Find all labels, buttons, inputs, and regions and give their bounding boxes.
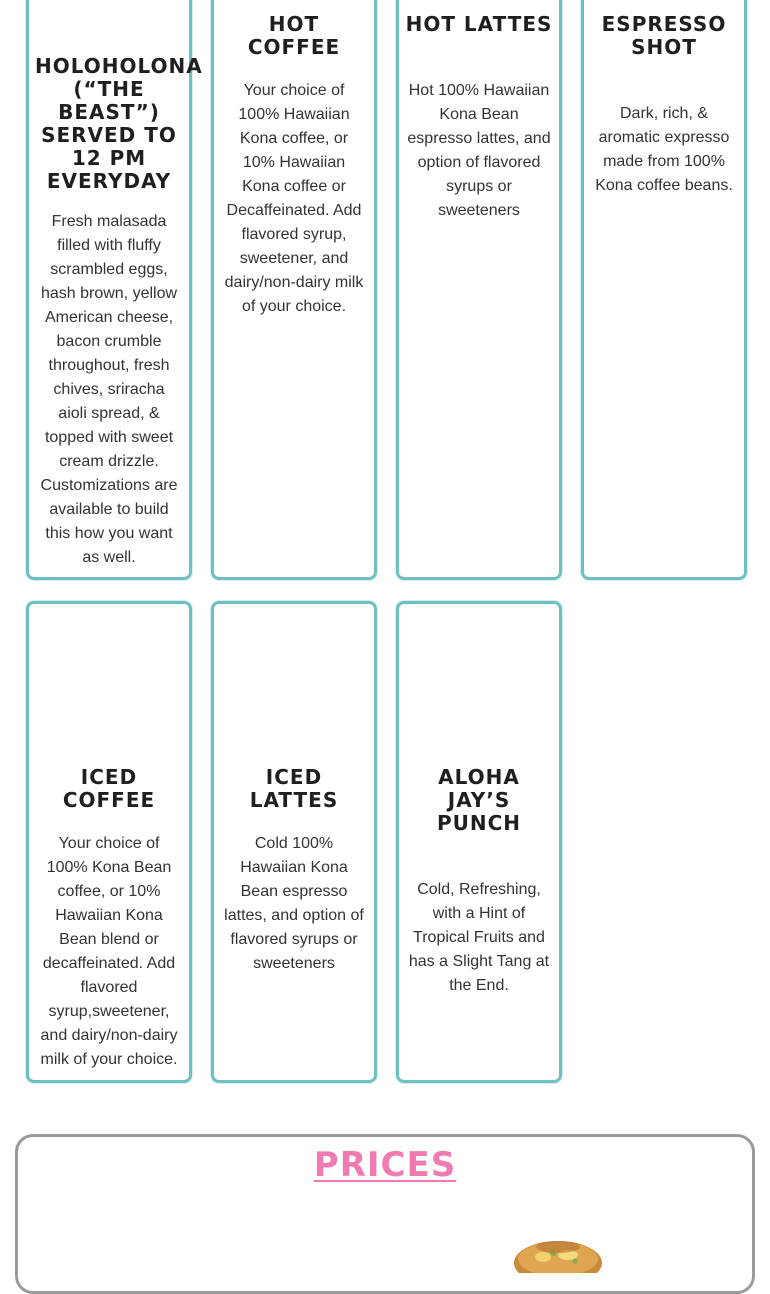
menu-card-hot-coffee: [211, 0, 377, 580]
menu-card-hot-lattes: [396, 0, 562, 580]
menu-item-title: ESPRESSO SHOT: [601, 12, 727, 59]
menu-card-iced-coffee: [26, 601, 192, 1083]
menu-item-description: Your choice of 100% Hawaiian Kona coffee, or 10% Hawaiian Kona coffee or Decaffeinated. Add flavored syrup, sweetener, and dairy/non-dairy milk of your choice.: [224, 82, 364, 315]
menu-item-description: Cold 100% Hawaiian Kona Bean espresso lattes, and option of flavored syrups or sweeteners: [224, 835, 364, 972]
menu-item-description: Hot 100% Hawaiian Kona Bean espresso lattes, and option of flavored syrups or sweeteners: [407, 82, 551, 219]
menu-card-holoholona: [26, 0, 203, 580]
menu-item-title: ALOHA JAY’S PUNCH: [436, 765, 522, 835]
menu-item-description: Cold, Refreshing, with a Hint of Tropical Fruits and has a Slight Tang at the End.: [408, 881, 550, 994]
menu-card-espresso-shot: [581, 0, 747, 580]
menu-item-description: Your choice of 100% Kona Bean coffee, or 10% Hawaiian Kona Bean blend or decaffeinated. Add flavored syrup,sweetener, and dairy/non-dairy milk of your choice.: [40, 835, 178, 1068]
malasada-sandwich-image: [513, 1233, 603, 1273]
menu-item-title: HOT LATTES: [405, 12, 553, 36]
prices-heading: PRICES: [313, 1145, 457, 1185]
menu-card-iced-lattes: [211, 601, 377, 1083]
menu-item-title: ICED COFFEE: [62, 765, 156, 812]
menu-item-description: Dark, rich, & aromatic expresso made from 100% Kona coffee beans.: [595, 105, 733, 194]
menu-item-title: ICED LATTES: [249, 765, 339, 812]
menu-item-description: Fresh malasada filled with fluffy scrambled eggs, hash brown, yellow American cheese, bacon crumble throughout, fresh chives, sriracha aioli spread, & topped with sweet cream drizzle. Customizations are available to build this how you want as well.: [40, 213, 178, 566]
menu-item-title: HOT COFFEE: [247, 12, 341, 59]
menu-card-aloha-jays-punch: [396, 601, 562, 1083]
menu-item-title: HOLOHOLONA (“THE BEAST”) SERVED TO 12 PM EVERYDAY: [35, 54, 203, 193]
prices-section: [15, 1134, 755, 1294]
